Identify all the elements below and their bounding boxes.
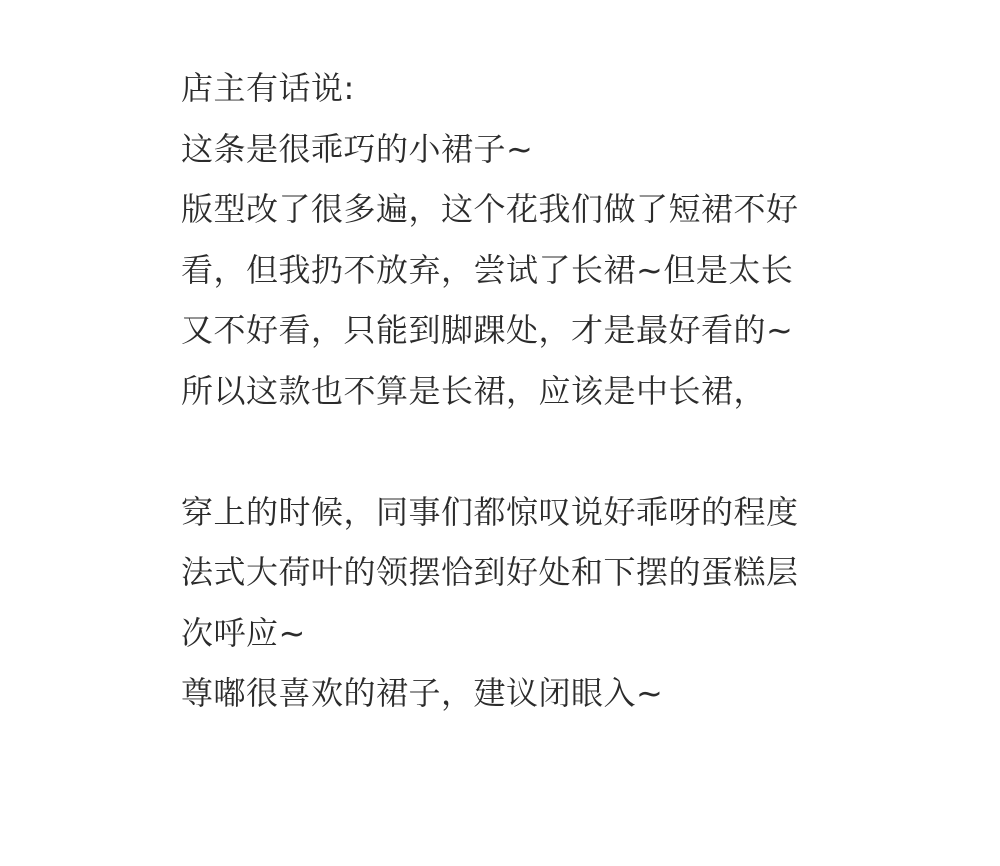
note-line: 又不好看，只能到脚踝处，才是最好看的~	[181, 311, 794, 349]
paragraph-spacer	[181, 421, 841, 482]
note-line: 次呼应~	[181, 613, 306, 652]
note-line: 这条是很乖巧的小裙子~	[181, 129, 534, 168]
note-line: 版型改了很多遍，这个花我们做了短裙不好	[181, 190, 799, 228]
note-heading: 店主有话说:	[181, 69, 355, 107]
note-line: 法式大荷叶的领摆恰到好处和下摆的蛋糕层	[181, 553, 799, 591]
note-line: 穿上的时候，同事们都惊叹说好乖呀的程度	[181, 492, 799, 531]
shop-owner-note	[181, 58, 841, 724]
note-line: 尊嘟很喜欢的裙子，建议闭眼入~	[181, 674, 664, 712]
note-line: 看，但我扔不放弃，尝试了长裙~但是太长	[181, 250, 794, 289]
note-line: 所以这款也不算是长裙，应该是中长裙，	[181, 371, 767, 410]
